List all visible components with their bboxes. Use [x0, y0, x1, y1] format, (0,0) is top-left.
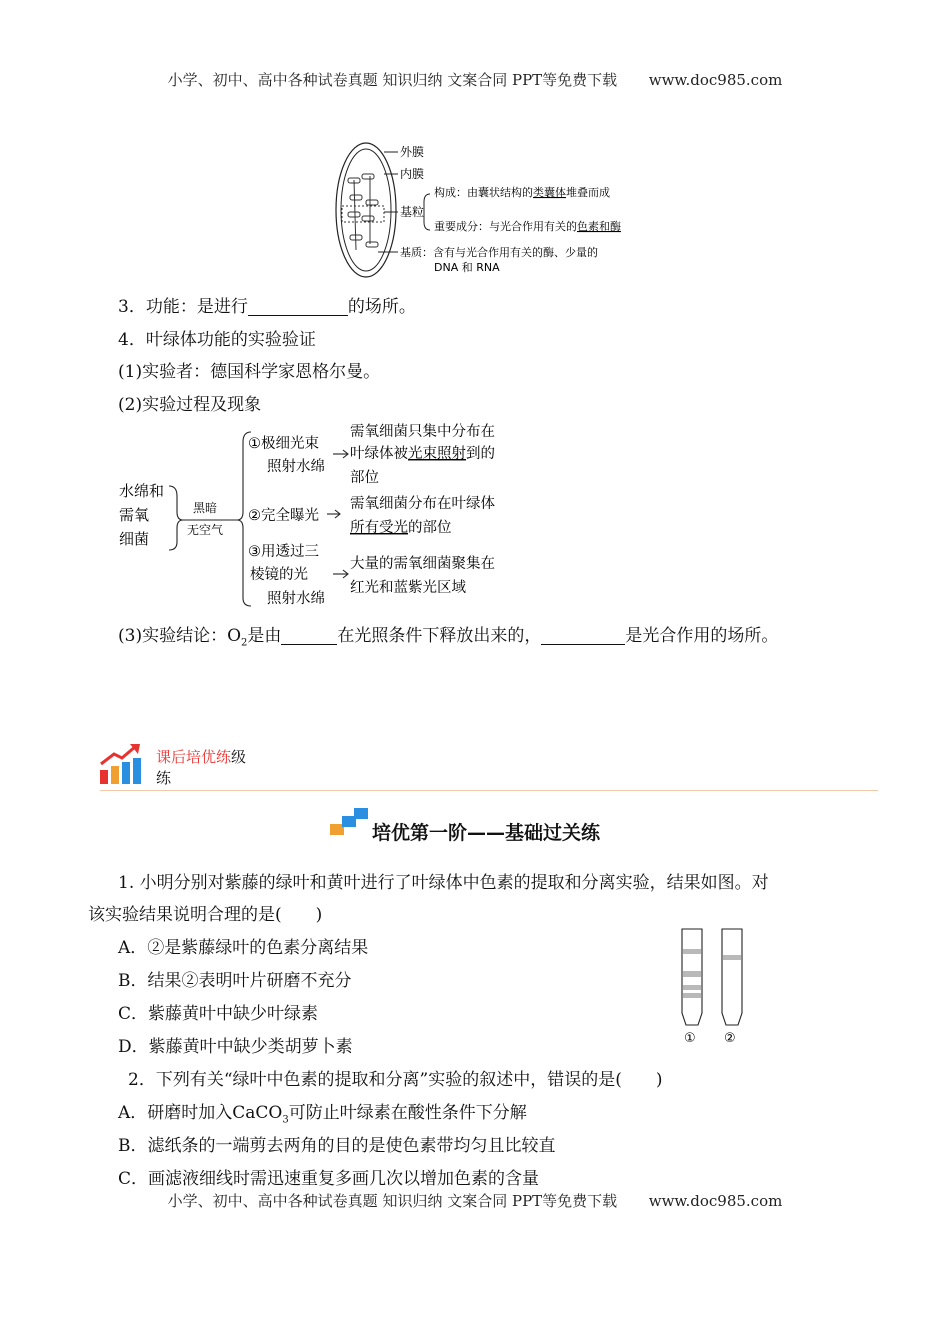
item-3: 3．功能：是进行 的场所。	[118, 297, 416, 317]
answer-blank-2[interactable]	[541, 626, 625, 645]
branch-3-r2: 红光和蓝紫光区域	[350, 580, 466, 596]
footer-site: www.doc985.com	[648, 1192, 783, 1210]
strip-1-band	[683, 993, 701, 998]
label-components: 重要成分：与光合作用有关的色素和酶	[434, 220, 621, 233]
branch-3-l1: ③用透过三	[248, 544, 319, 560]
q1-option-d[interactable]: D．紫藤黄叶中缺少类胡萝卜素	[118, 1037, 353, 1057]
label-composition: 构成：由囊状结构的类囊体堆叠而成	[434, 186, 610, 199]
strip-2-band	[723, 955, 741, 960]
growth-chart-icon	[98, 742, 144, 786]
material-2: 需氧	[119, 506, 150, 524]
strip-1-band	[683, 949, 701, 954]
item-4: 4．叶绿体功能的实验验证	[118, 330, 316, 350]
strip-2	[722, 929, 742, 1025]
answer-blank[interactable]	[248, 297, 348, 316]
banner-divider	[100, 790, 878, 791]
branch-2-l1: ②完全曝光	[248, 508, 319, 524]
item-4-3: (3)实验结论：$O_2$是由 在光照条件下释放出来的， 是光合作用的场所。	[118, 626, 779, 649]
header-site: www.doc985.com	[648, 71, 783, 89]
label-stroma-1: 基质：含有与光合作用有关的酶、少量的	[400, 246, 598, 259]
branch-1-l2: 照射水绵	[267, 459, 325, 475]
branch-1-r3: 部位	[350, 470, 379, 486]
branch-3-r1: 大量的需氧细菌聚集在	[350, 556, 495, 572]
condition-bottom: 无空气	[187, 523, 224, 537]
q2-option-b[interactable]: B．滤纸条的一端剪去两角的目的是使色素带均匀且比较直	[118, 1136, 556, 1156]
q1-option-a[interactable]: A．②是紫藤绿叶的色素分离结果	[118, 938, 369, 958]
footer-text: 小学、初中、高中各种试卷真题 知识归纳 文案合同 PPT等免费下载	[167, 1192, 618, 1210]
steps-icon	[330, 808, 372, 836]
label-outer-membrane: 外膜	[400, 145, 425, 159]
branch-1-r1: 需氧细菌只集中分布在	[350, 424, 495, 440]
branch-2-r1: 需氧细菌分布在叶绿体	[350, 496, 495, 512]
strip-1-band	[683, 985, 701, 990]
item-4-1: (1)实验者：德国科学家恩格尔曼。	[118, 362, 381, 382]
label-inner-membrane: 内膜	[400, 167, 425, 181]
experiment-diagram	[115, 416, 535, 612]
q1-option-b[interactable]: B．结果②表明叶片研磨不充分	[118, 971, 352, 991]
material-1: 水绵和	[119, 482, 165, 500]
chloroplast-diagram	[334, 140, 664, 282]
branch-1-r2: 叶绿体被光束照射到的	[350, 446, 495, 462]
q1-stem-1: 1. 小明分别对紫藤的绿叶和黄叶进行了叶绿体中色素的提取和分离实验，结果如图。对	[118, 873, 769, 893]
label-stroma-2: DNA 和 RNA	[434, 261, 500, 274]
material-3: 细菌	[119, 530, 150, 548]
practice-label-2: 练	[156, 769, 172, 787]
practice-label: 课后培优练级	[156, 748, 247, 766]
q1-stem-2: 该实验结果说明合理的是( )	[88, 905, 323, 925]
item-4-2: (2)实验过程及现象	[118, 395, 262, 415]
page-footer	[0, 1190, 950, 1211]
condition-top: 黑暗	[193, 501, 218, 515]
label-granum: 基粒	[400, 205, 425, 219]
q2-stem: 2．下列有关“绿叶中色素的提取和分离”实验的叙述中，错误的是( )	[128, 1070, 663, 1090]
branch-2-r2: 所有受光的部位	[350, 520, 452, 536]
header-text: 小学、初中、高中各种试卷真题 知识归纳 文案合同 PPT等免费下载	[167, 71, 618, 89]
strip-1-label: ①	[684, 1031, 696, 1046]
chromatography-strips	[674, 925, 754, 1047]
q1-option-c[interactable]: C．紫藤黄叶中缺少叶绿素	[118, 1004, 319, 1024]
branch-1-l1: ①极细光束	[248, 436, 319, 452]
q2-option-a[interactable]: A．研磨时加入CaCO$_3$可防止叶绿素在酸性条件下分解	[118, 1103, 527, 1126]
page-header	[0, 69, 950, 90]
answer-blank-1[interactable]	[281, 626, 337, 645]
strip-1-band	[683, 971, 701, 977]
branch-3-l3: 照射水绵	[267, 591, 325, 607]
strip-2-label: ②	[724, 1031, 736, 1046]
branch-3-l2: 棱镜的光	[250, 567, 308, 583]
level-title: 培优第一阶——基础过关练	[372, 822, 601, 844]
q2-option-c[interactable]: C．画滤液细线时需迅速重复多画几次以增加色素的含量	[118, 1169, 540, 1189]
